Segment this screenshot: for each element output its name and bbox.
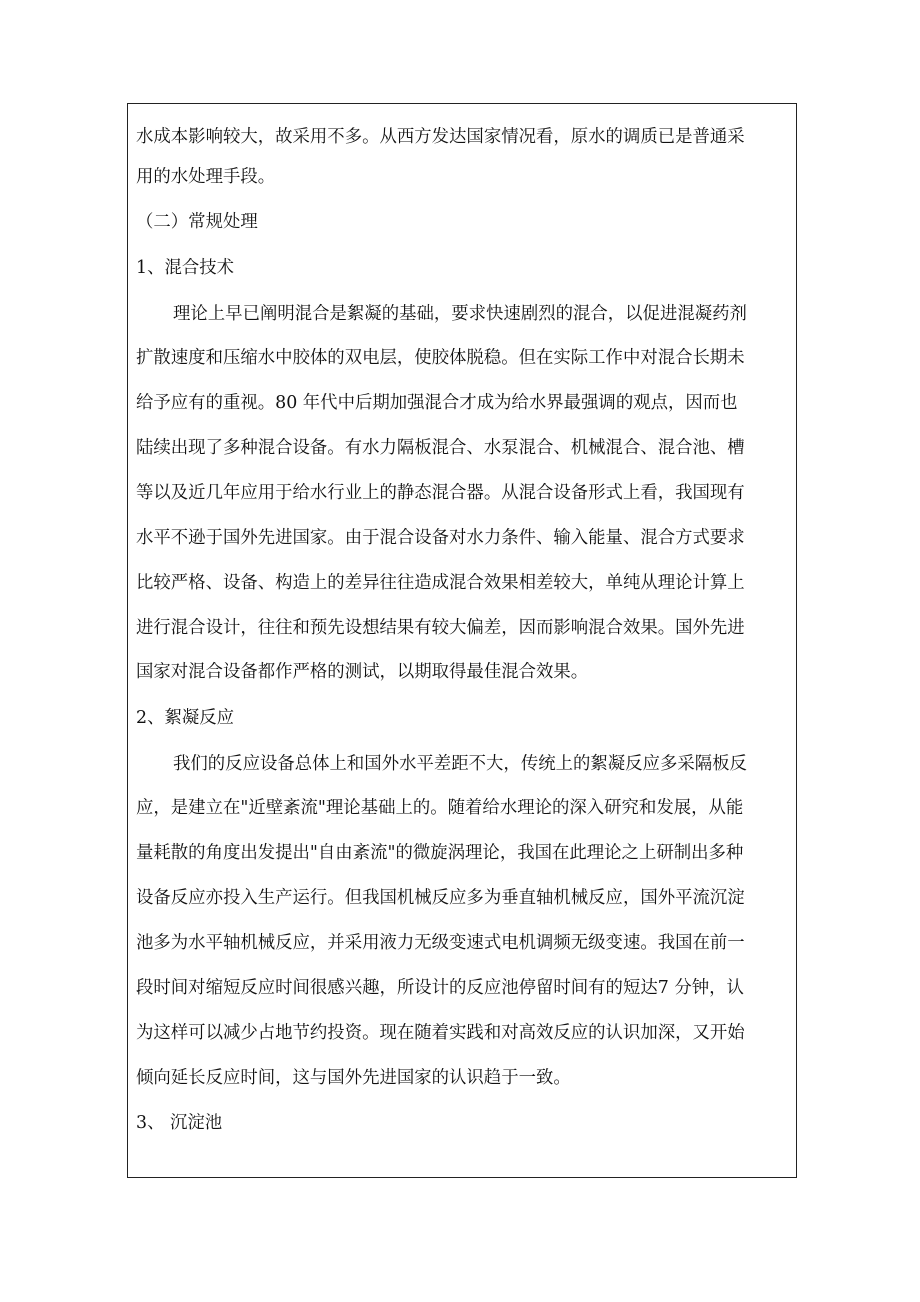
body-text-line: 陆续出现了多种混合设备。有水力隔板混合、水泵混合、机械混合、混合池、槽 xyxy=(136,438,745,458)
body-text-line: 池多为水平轴机械反应，并采用液力无级变速式电机调频无级变速。我国在前一 xyxy=(136,933,745,953)
subsection-heading: 3、 沉淀池 xyxy=(136,1113,223,1133)
body-text-line: 扩散速度和压缩水中胶体的双电层，使胶体脱稳。但在实际工作中对混合长期未 xyxy=(136,348,745,368)
body-text-line: 进行混合设计，往往和预先设想结果有较大偏差，因而影响混合效果。国外先进 xyxy=(136,618,745,638)
body-text-line: 等以及近几年应用于给水行业上的静态混合器。从混合设备形式上看，我国现有 xyxy=(136,483,745,503)
body-text-line: 给予应有的重视。80 年代中后期加强混合才成为给水界最强调的观点，因而也 xyxy=(136,393,738,413)
body-text-line: 理论上早已阐明混合是絮凝的基础，要求快速剧烈的混合，以促进混凝药剂 xyxy=(173,304,747,324)
body-text-line: 量耗散的角度出发提出"自由紊流"的微旋涡理论，我国在此理论之上研制出多种 xyxy=(136,843,744,863)
body-text-line: 设备反应亦投入生产运行。但我国机械反应多为垂直轴机械反应，国外平流沉淀 xyxy=(136,888,745,908)
section-heading: （二）常规处理 xyxy=(136,212,258,232)
body-text-line: 为这样可以减少占地节约投资。现在随着实践和对高效反应的认识加深，又开始 xyxy=(136,1023,745,1043)
document-frame xyxy=(127,103,797,1178)
subsection-heading: 1、混合技术 xyxy=(136,258,235,278)
body-text-line: 段时间对缩短反应时间很感兴趣，所设计的反应池停留时间有的短达7 分钟，认 xyxy=(136,978,744,998)
body-text-line: 比较严格、设备、构造上的差异往往造成混合效果相差较大，单纯从理论计算上 xyxy=(136,573,745,593)
body-text-line: 应，是建立在"近壁紊流"理论基础上的。随着给水理论的深入研究和发展，从能 xyxy=(136,798,744,818)
body-text-line: 我们的反应设备总体上和国外水平差距不大，传统上的絮凝反应多采隔板反 xyxy=(173,754,747,774)
body-text-line: 水成本影响较大，故采用不多。从西方发达国家情况看，原水的调质已是普通采 xyxy=(136,127,745,147)
body-text-line: 国家对混合设备都作严格的测试，以期取得最佳混合效果。 xyxy=(136,662,589,682)
body-text-line: 水平不逊于国外先进国家。由于混合设备对水力条件、输入能量、混合方式要求 xyxy=(136,528,745,548)
body-text-line: 用的水处理手段。 xyxy=(136,167,276,187)
body-text-line: 倾向延长反应时间，这与国外先进国家的认识趋于一致。 xyxy=(136,1068,571,1088)
subsection-heading: 2、絮凝反应 xyxy=(136,708,235,728)
